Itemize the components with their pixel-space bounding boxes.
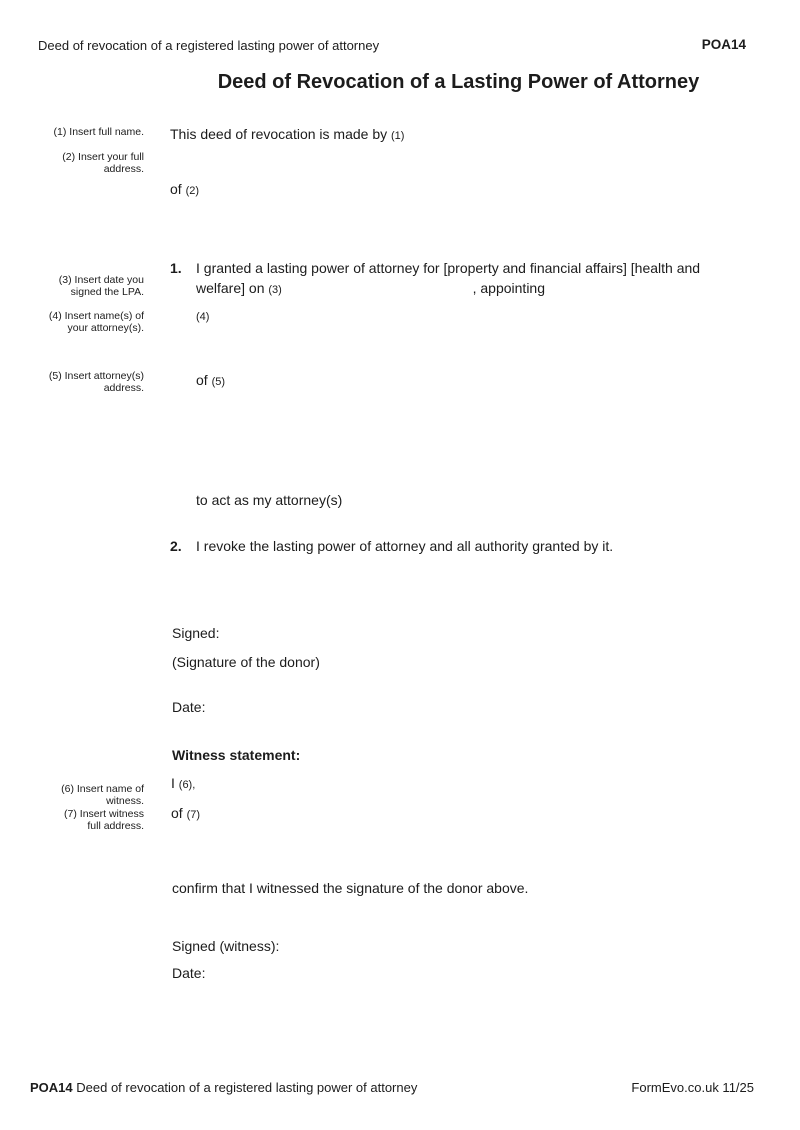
- margin-note-7: [34, 808, 144, 832]
- margin-note-1: [34, 126, 144, 138]
- ref-marker-6: (6),: [178, 779, 196, 791]
- item-1-line-2-after: , appointing: [472, 280, 546, 296]
- margin-note-line: (3) Insert date you: [58, 274, 144, 286]
- intro-made-by-text: This deed of revocation is made by: [170, 126, 388, 142]
- margin-note-line: witness.: [106, 795, 144, 807]
- signed-witness-label: Signed (witness):: [172, 938, 280, 954]
- footer-publisher: FormEvo.co.uk 11/25: [631, 1080, 754, 1095]
- footer-left: [30, 1080, 417, 1095]
- margin-note-line: full address.: [87, 820, 144, 832]
- item-1-of-text: of: [196, 372, 208, 388]
- item-1-text: [196, 258, 700, 300]
- margin-note-6: [34, 783, 144, 807]
- ref-marker-3: (3): [268, 284, 282, 296]
- signed-label: Signed:: [172, 625, 220, 641]
- intro-of-address: [170, 179, 199, 201]
- margin-note-2: [34, 151, 144, 175]
- item-1-number: 1.: [170, 260, 182, 276]
- footer-form-code: POA14: [30, 1080, 73, 1095]
- witness-of-text: of: [171, 805, 183, 821]
- witness-statement-heading: Witness statement:: [172, 747, 301, 763]
- signature-donor-label: (Signature of the donor): [172, 654, 320, 670]
- margin-note-line: your attorney(s).: [67, 322, 144, 334]
- witness-i-text: I: [171, 775, 175, 791]
- footer-doc-title: Deed of revocation of a registered lasting power of attorney: [76, 1080, 418, 1095]
- margin-note-line: (6) Insert name of: [61, 783, 144, 795]
- margin-note-line: (2) Insert your full: [62, 151, 144, 163]
- header-doc-title: Deed of revocation of a registered lasting power of attorney: [38, 38, 380, 53]
- item-2-text: I revoke the lasting power of attorney and all authority granted by it.: [196, 538, 614, 554]
- margin-note-line: (5) Insert attorney(s): [48, 370, 144, 382]
- intro-of-text: of: [170, 181, 182, 197]
- margin-note-line: (7) Insert witness: [64, 808, 144, 820]
- item-1-line-2-text: welfare] on: [196, 280, 265, 296]
- item-2-number: 2.: [170, 538, 182, 554]
- item-1-of-address: [196, 370, 225, 392]
- margin-note-line: (4) Insert name(s) of: [48, 310, 144, 322]
- page-title: Deed of Revocation of a Lasting Power of Attorney: [217, 71, 700, 93]
- ref-marker-7: (7): [186, 809, 201, 821]
- margin-note-4: [34, 310, 144, 334]
- margin-note-5: [34, 370, 144, 394]
- item-1-act-line: to act as my attorney(s): [196, 492, 343, 508]
- date-label: Date:: [172, 699, 206, 715]
- ref-marker-4: (4): [196, 311, 210, 323]
- ref-marker-2: (2): [185, 185, 200, 197]
- ref-marker-5: (5): [211, 376, 226, 388]
- margin-note-3: [34, 274, 144, 298]
- intro-made-by: [170, 124, 404, 146]
- ref-marker-1: (1): [391, 130, 405, 142]
- item-1-line-1: I granted a lasting power of attorney for [property and financial affairs] [health and: [196, 260, 701, 276]
- item-1-line-2: [196, 278, 700, 300]
- margin-note-line: signed the LPA.: [70, 286, 144, 298]
- witness-of-line: [171, 803, 200, 825]
- margin-note-line: address.: [103, 163, 144, 175]
- witness-confirm-text: confirm that I witnessed the signature of the donor above.: [172, 880, 529, 896]
- margin-note-line: address.: [103, 382, 144, 394]
- witness-i-line: [171, 773, 195, 795]
- date-witness-label: Date:: [172, 965, 206, 981]
- margin-note-line: (1) Insert full name.: [53, 126, 144, 138]
- header-form-code: POA14: [701, 37, 746, 52]
